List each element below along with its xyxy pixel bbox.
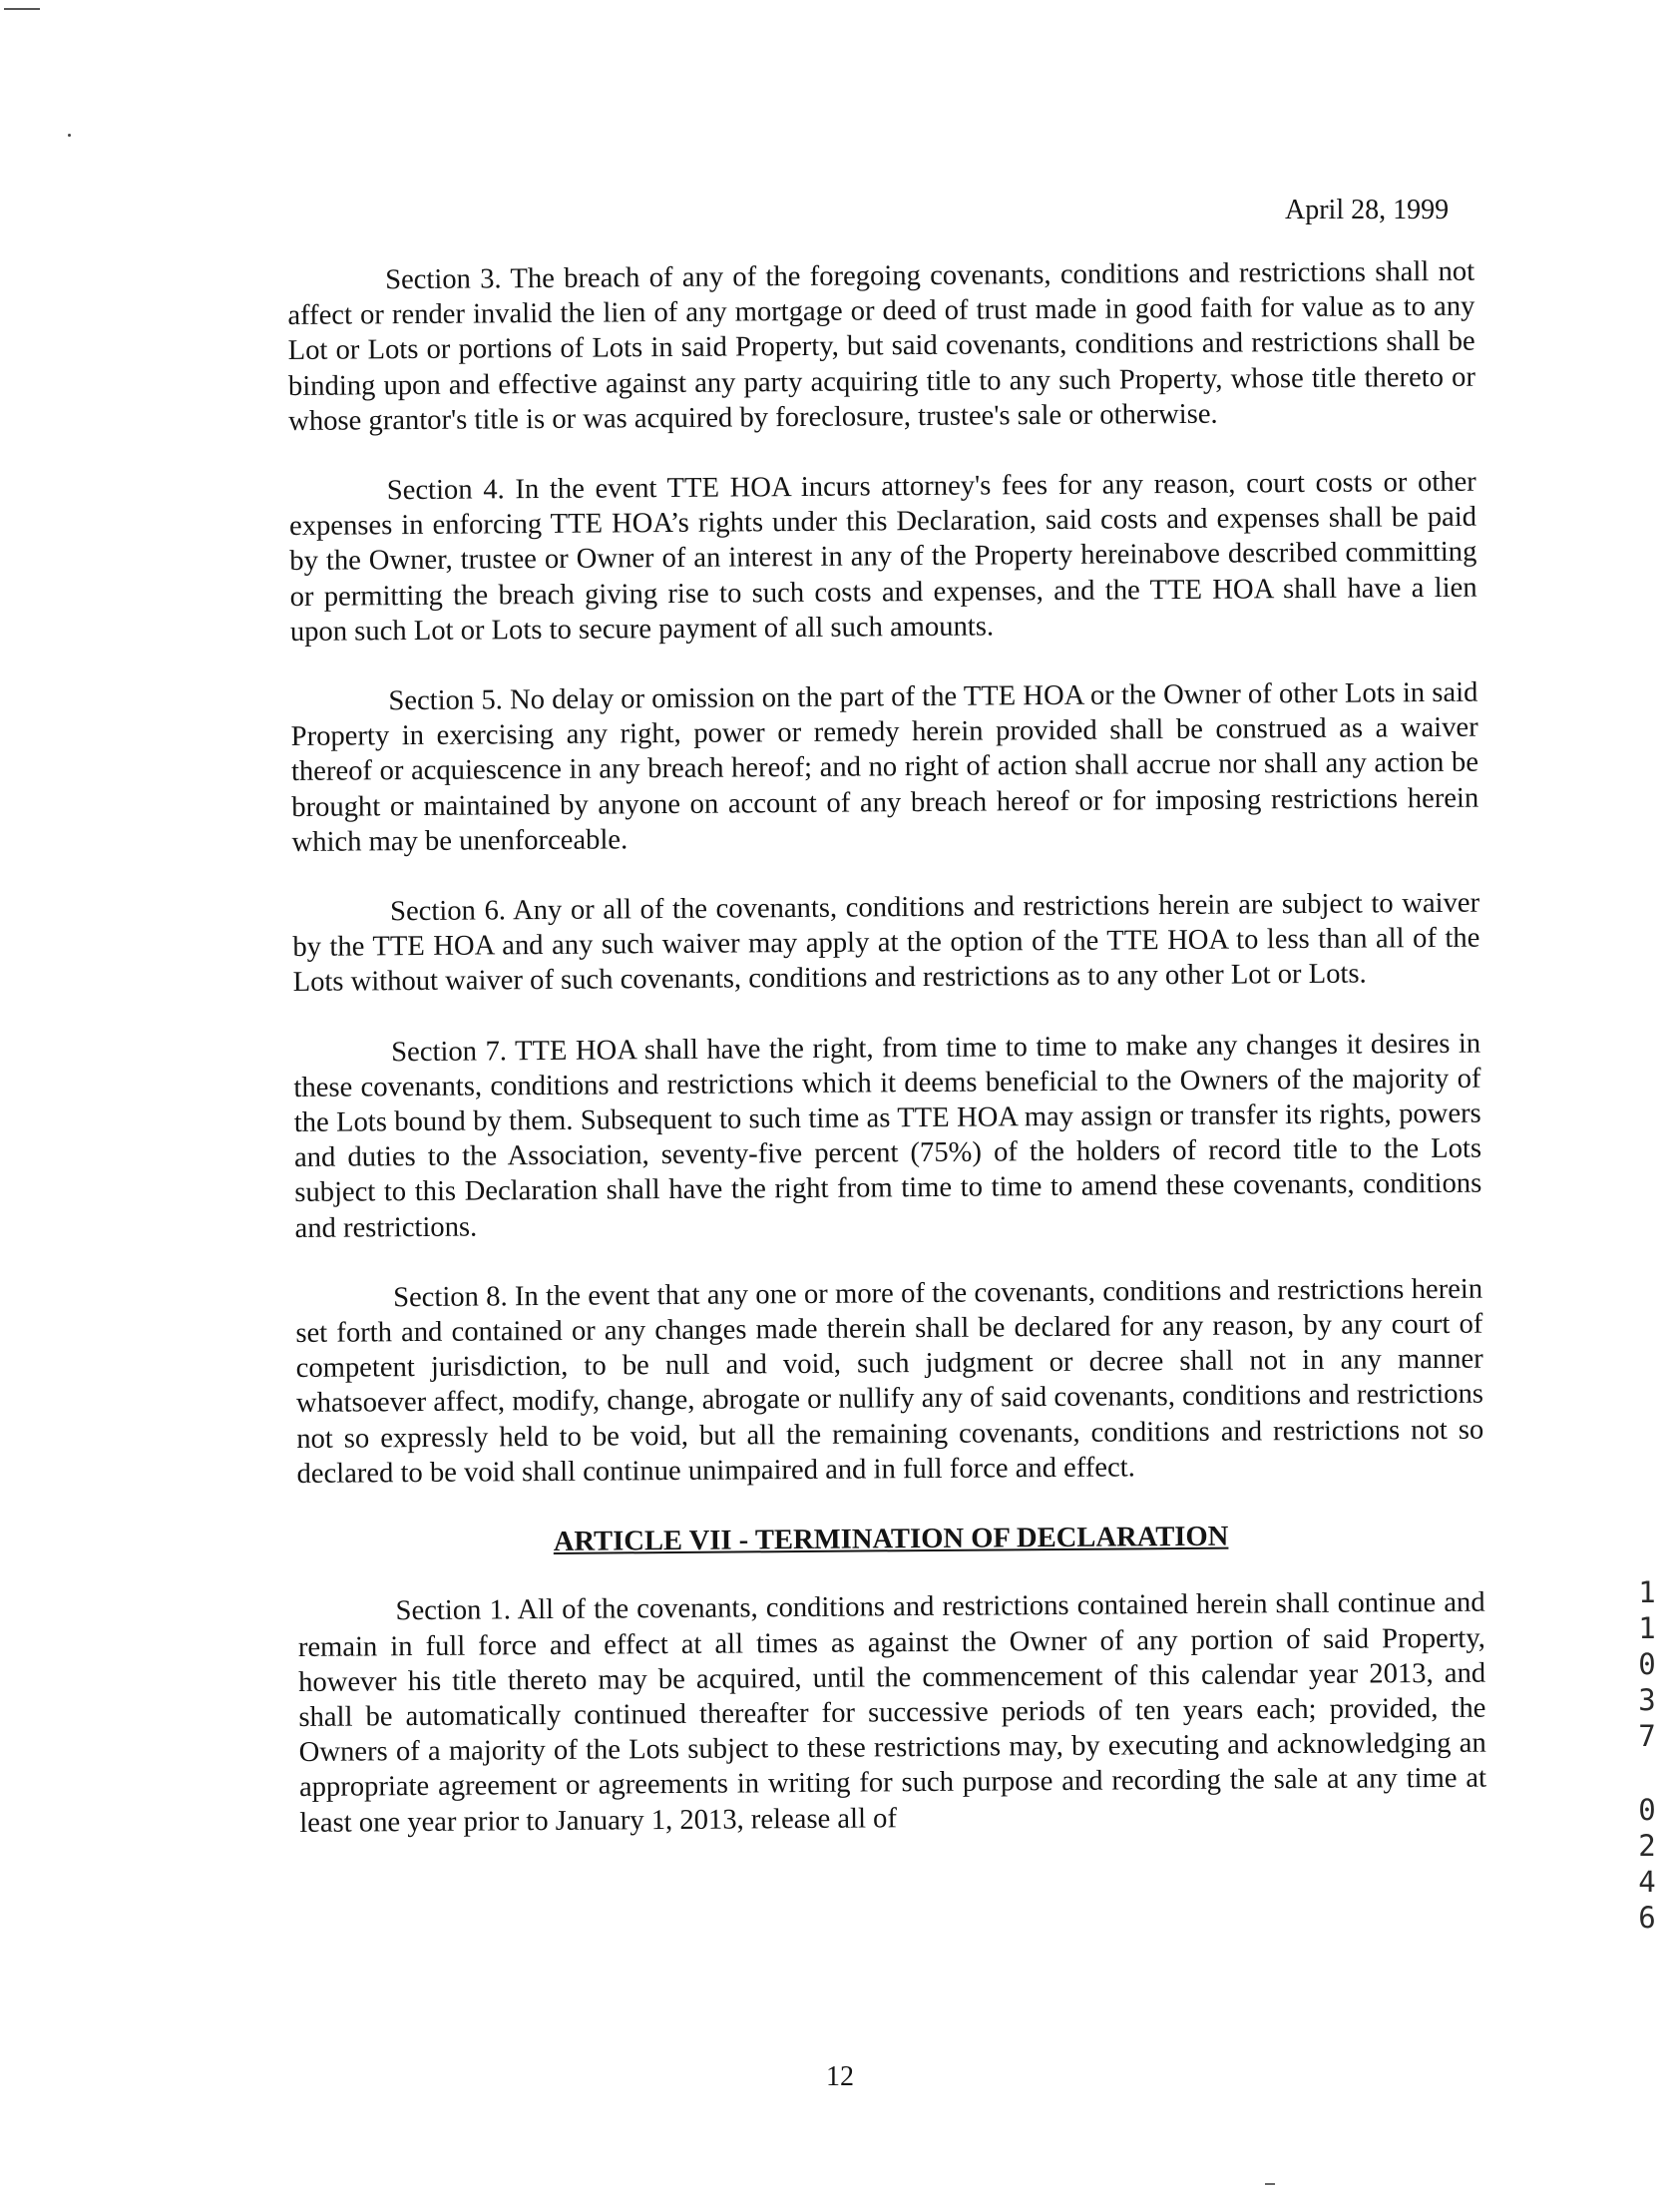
stamp-digit: 1	[1638, 1575, 1656, 1609]
section-paragraph: Section 6. Any or all of the covenants, conditions and restrictions herein are subject to waiver by the TTE HOA and any such waiver may apply at the option of the TTE HOA to less than all of the Lots without waiver of such covenants, conditions and restrictions as to any other Lot or Lots.	[292, 887, 1480, 999]
document-date: April 28, 1999	[1285, 195, 1450, 225]
stamp-digit: 7	[1638, 1719, 1656, 1753]
stamp-gap	[1632, 1754, 1662, 1792]
stamp-digit: 6	[1638, 1901, 1656, 1935]
section-paragraph: Section 4. In the event TTE HOA incurs attorney's fees for any reason, court costs or other expenses in enforcing TTE HOA’s rights under this Declaration, said costs and expenses shall be paid by the Owner, trustee or Owner of an interest in any of the Property hereinabove described committing or permitting the breach giving rise to such costs and expenses, and the TTE HOA shall have a lien upon such Lot or Lots to secure payment of all such amounts.	[288, 466, 1477, 648]
stamp-digit: 0	[1638, 1793, 1656, 1827]
stamp-digit: 1	[1638, 1611, 1656, 1645]
stamp-digit: 3	[1638, 1683, 1656, 1717]
document-body	[287, 254, 1487, 1876]
page-number: 12	[826, 2061, 854, 2092]
section-paragraph: Section 3. The breach of any of the foregoing covenants, conditions and restrictions shall not affect or render invalid the lien of any mortgage or deed of trust made in good faith for value as to any Lot or Lots or portions of Lots in said Property, but said covenants, conditions and restrictions shall be binding upon and effective against any party acquiring title to any such Property, whose title thereto or whose grantor's title is or was acquired by foreclosure, trustee's sale or otherwise.	[287, 255, 1476, 437]
section-paragraph: Section 8. In the event that any one or more of the covenants, conditions and restrictions herein set forth and contained or any changes made therein shall be declared for any reason, by any court of competent jurisdiction, to be null and void, such judgment or decree shall not in any manner whatsoever affect, modify, change, abrogate or nullify any of said covenants, conditions and restrictions not so expressly held to be void, but all the remaining covenants, conditions and restrictions not so declared to be void shall continue unimpaired and in full force and effect.	[295, 1273, 1484, 1490]
stamp-digit: 0	[1638, 1647, 1656, 1681]
article-heading: ARTICLE VII - TERMINATION OF DECLARATION	[553, 1521, 1229, 1558]
section-paragraph: Section 1. All of the covenants, conditions and restrictions contained herein shall continue and remain in full force and effect at all times as against the Owner of any portion of said Property, however his title thereto may be acquired, until the commencement of this calendar year 2013, and shall be automatically continued thereafter for successive periods of ten years each; provided, the Owners of a majority of the Lots subject to these restrictions may, by executing and acknowledging an appropriate agreement or agreements in writing for such purpose and recording the sale at any time at least one year prior to January 1, 2013, release all of	[297, 1586, 1487, 1839]
section-paragraph: Section 5. No delay or omission on the part of the TTE HOA or the Owner of other Lots in said Property in exercising any right, power or remedy herein provided shall be construed as a waiver thereof or acquiescence in any breach hereof; and no right of action shall accrue nor shall any action be brought or maintained by anyone on account of any breach hereof or for imposing restrictions herein which may be unenforceable.	[290, 676, 1479, 858]
scan-artifact-line-bottom	[1265, 2183, 1275, 2185]
section-paragraph: Section 7. TTE HOA shall have the right, from time to time to make any changes it desires in these covenants, conditions and restrictions which it deems beneficial to the Owners of the majority of the Lots bound by them. Subsequent to such time as TTE HOA may assign or transfer its rights, powers and duties to the Association, seventy-five percent (75%) of the holders of record title to the Lots subject to this Declaration shall have the right from time to time to amend these covenants, conditions and restrictions.	[293, 1028, 1482, 1244]
stamp-digit: 4	[1638, 1865, 1656, 1899]
stamp-digit: 2	[1638, 1829, 1656, 1863]
recording-number-stamp	[1632, 1574, 1662, 1936]
scan-artifact-line	[4, 8, 40, 10]
scan-artifact-dot	[68, 134, 71, 137]
